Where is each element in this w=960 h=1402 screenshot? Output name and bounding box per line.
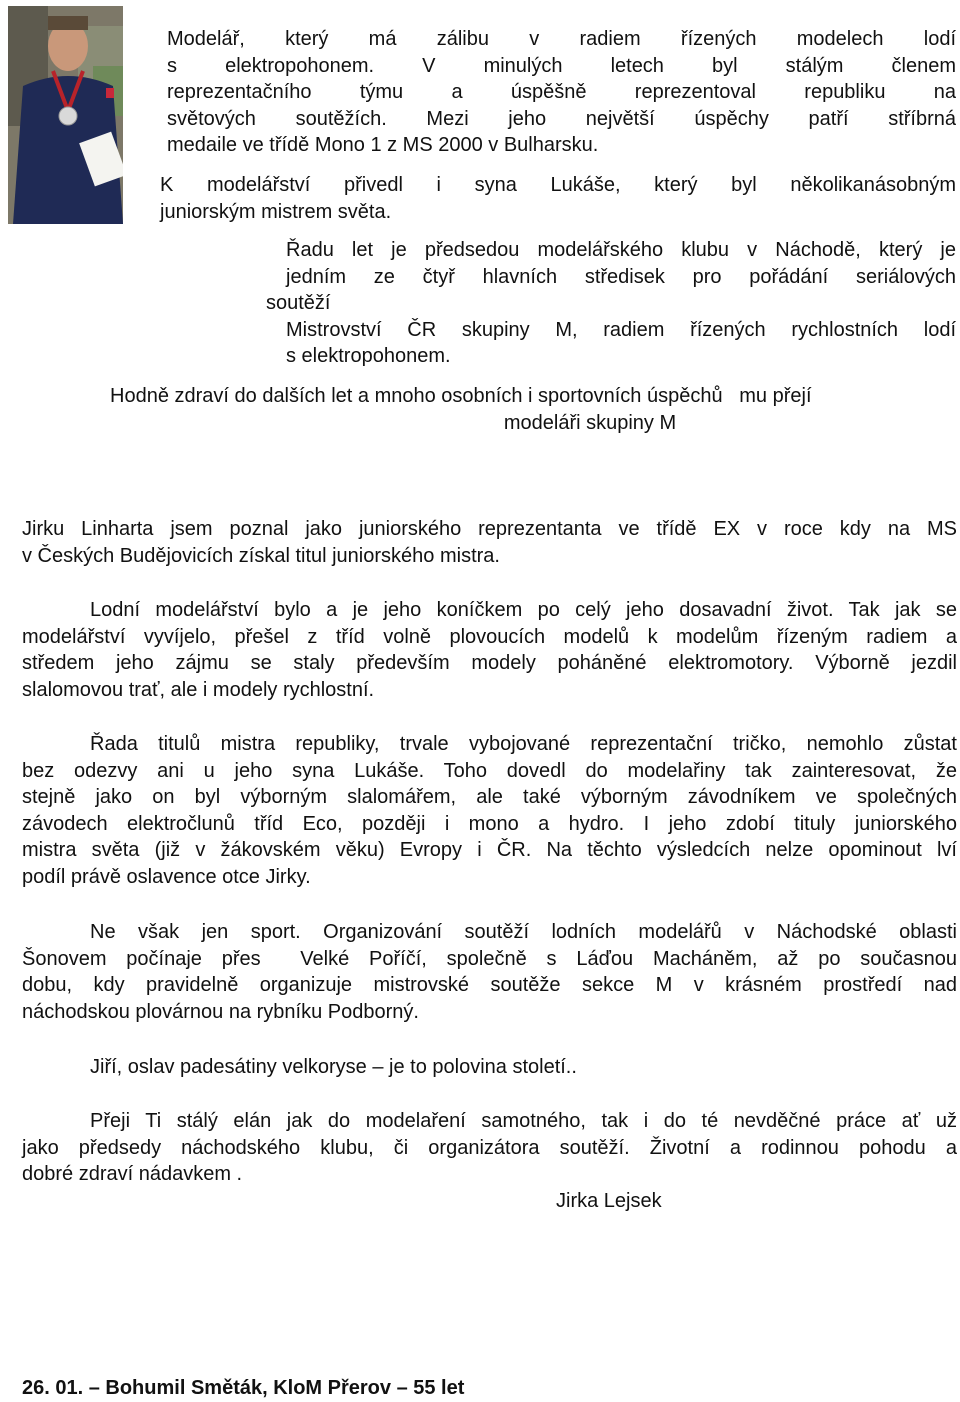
text-line: Mistrovství ČR skupiny M, radiem řízených rychlostních lodí xyxy=(286,318,956,341)
text-line: Modelář, který má zálibu v radiem řízených modelech lodí xyxy=(167,28,956,50)
text-line: modelářství vyvíjelo, přešel z tříd volně plovoucích modelů k modelům řízeným radiem a xyxy=(22,625,957,648)
article-paragraph-6 xyxy=(22,1108,957,1188)
text-line: podíl právě oslavence otce Jirky. xyxy=(22,865,311,888)
text-line: reprezentačního týmu a úspěšně reprezentoval republiku na xyxy=(167,81,956,103)
wishes-signature: modeláři skupiny M xyxy=(503,411,677,434)
text-line: dobré zdraví nádavkem . xyxy=(22,1163,243,1185)
text-line: Jiří, oslav padesátiny velkoryse – je to polovina století.. xyxy=(90,1056,577,1078)
wishes-block xyxy=(110,383,940,436)
text-line: v Českých Budějovicích získal titul juniorského mistra. xyxy=(22,544,500,567)
bio-paragraph-1 xyxy=(167,26,956,159)
text-line: světových soutěžích. Mezi jeho největší úspěchy patří stříbrná xyxy=(167,107,956,130)
text-line: Přeji Ti stálý elán jak do modelaření samotného, tak i do té nevděčné práce ať už xyxy=(90,1110,957,1132)
text-line: Řadu let je předsedou modelářského klubu v Náchodě, který je xyxy=(286,239,956,261)
text-line: K modelářství přivedl i syna Lukáše, který byl několikanásobným xyxy=(160,174,956,196)
bio-paragraph-3 xyxy=(266,237,956,370)
article-paragraph-4 xyxy=(22,919,957,1025)
article-paragraph-3 xyxy=(22,731,957,890)
article-paragraph-2 xyxy=(22,597,957,703)
text-line: náchodskou plovárnou na rybníku Podborný. xyxy=(22,1000,419,1023)
bio-paragraph-2 xyxy=(160,172,956,225)
wishes-line: Hodně zdraví do dalších let a mnoho osobních i sportovních úspěchů mu přejí xyxy=(110,385,812,407)
text-line: slalomovou trať, ale i modely rychlostní. xyxy=(22,678,375,701)
text-line: Šonovem počínaje přes Velké Poříčí, společně s Láďou Macháněm, až po současnou xyxy=(22,947,957,970)
article-paragraph-1 xyxy=(22,516,957,569)
text-line: Řada titulů mistra republiky, trvale vybojované reprezentační tričko, nemohlo zůstat xyxy=(90,733,957,755)
text-line: dobu, kdy pravidelně organizuje mistrovské soutěže sekce M v krásném prostředí nad xyxy=(22,974,957,996)
next-entry-heading: 26. 01. – Bohumil Směták, KloM Přerov – 55 let xyxy=(22,1377,465,1399)
text-line: Ne však jen sport. Organizování soutěží lodních modelářů v Náchodské oblasti xyxy=(90,921,957,943)
text-line: s elektropohonem. xyxy=(286,345,451,367)
text-line: stejně jako on byl výborným slalomářem, ale také výborným závodníkem ve společných xyxy=(22,786,957,808)
text-line: jedním ze čtyř hlavních středisek pro pořádání seriálových xyxy=(286,265,956,288)
text-line: Lodní modelářství bylo a je jeho koníčkem po celý jeho dosavadní život. Tak jak se xyxy=(90,599,957,621)
author-signature: Jirka Lejsek xyxy=(556,1190,662,1212)
article-paragraph-5 xyxy=(22,1054,957,1081)
text-line: středem jeho zájmu se staly především modely poháněné elektromotory. Výborně jezdil xyxy=(22,652,957,674)
text-line: soutěží xyxy=(266,292,331,314)
text-line: jako předsedy náchodského klubu, či organizátora soutěží. Životní a rodinnou pohodu a xyxy=(22,1136,957,1159)
portrait-photo xyxy=(8,6,123,224)
text-line: juniorským mistrem světa. xyxy=(160,200,392,223)
text-line: medaile ve třídě Mono 1 z MS 2000 v Bulharsku. xyxy=(167,134,599,156)
text-line: závodech elektročlunů tříd Eco, později i mono a hydro. I jeho zdobí tituly juniorského xyxy=(22,812,957,835)
text-line: mistra světa (již v žákovském věku) Evropy i ČR. Na těchto výsledcích nelze opominout lví xyxy=(22,839,957,861)
text-line: Jirku Linharta jsem poznal jako juniorského reprezentanta ve třídě EX v roce kdy na MS xyxy=(22,518,957,540)
text-line: bez odezvy ani u jeho syna Lukáše. Toho dovedl do modelařiny tak zainteresovat, že xyxy=(22,759,957,782)
text-line: s elektropohonem. V minulých letech byl stálým členem xyxy=(167,54,956,77)
